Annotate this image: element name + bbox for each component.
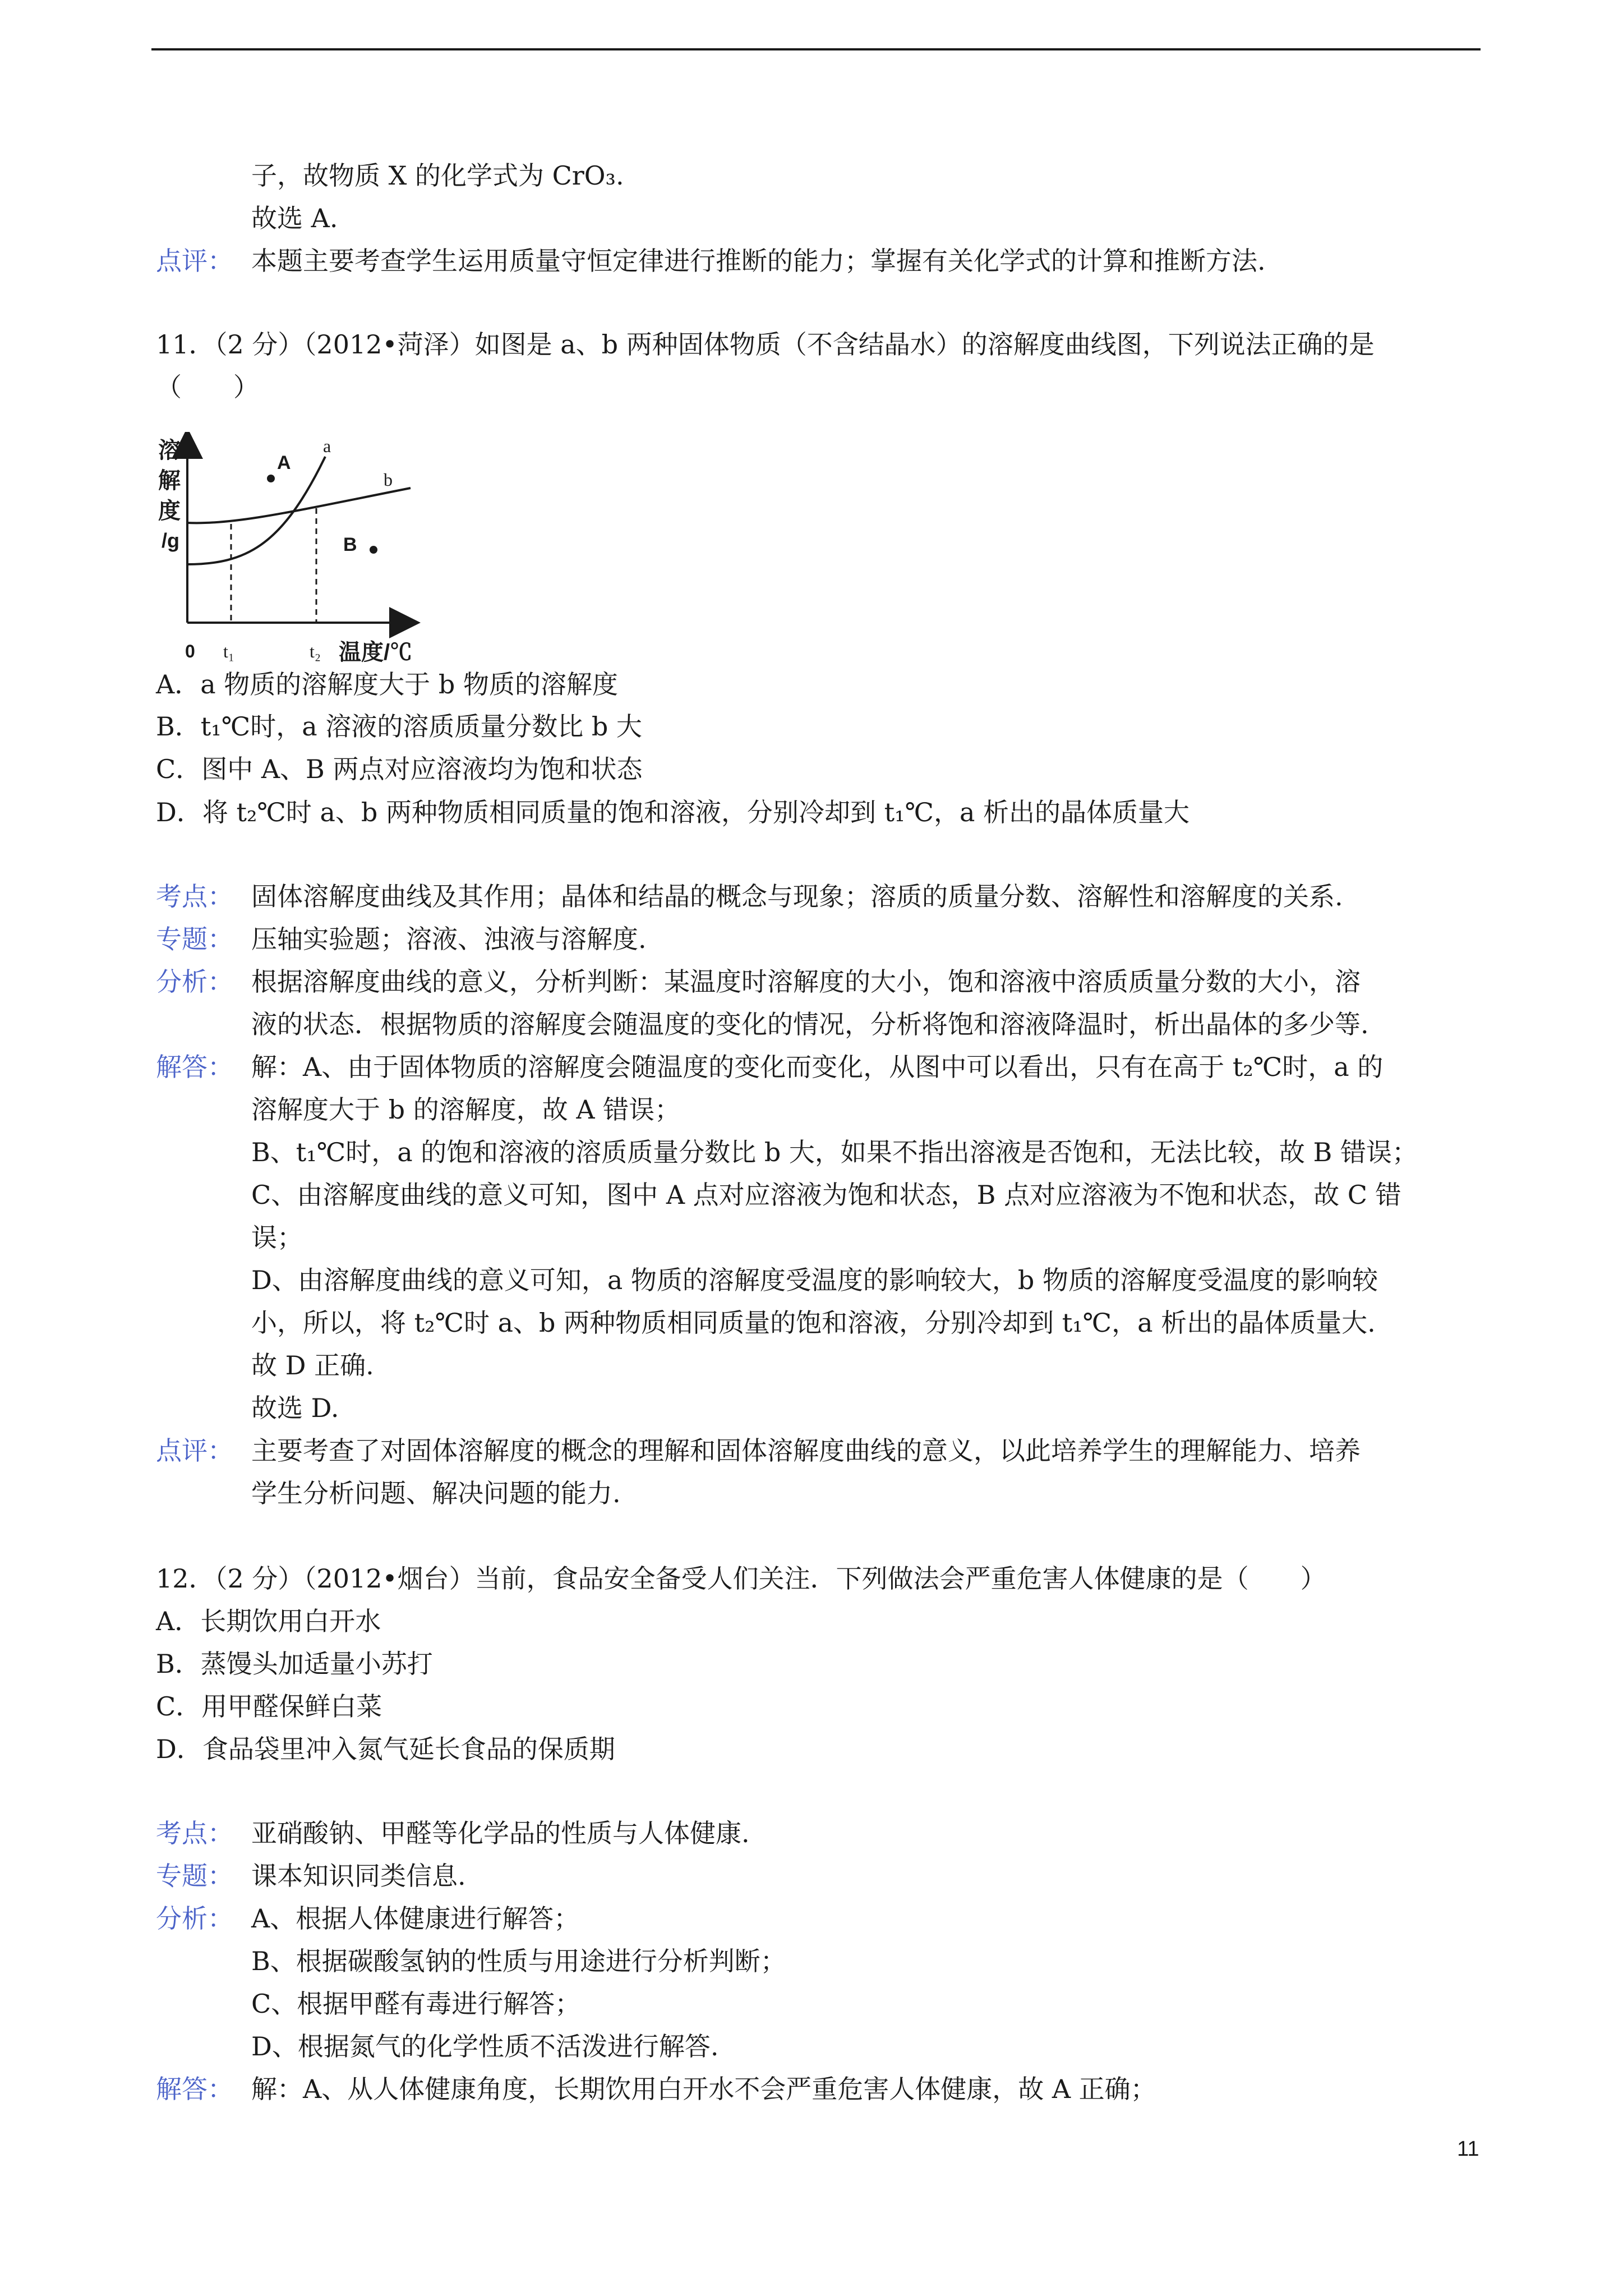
header-rule <box>151 48 1481 50</box>
q11-zhuanti-label: 专题： <box>156 924 233 954</box>
q11-kaodian: 固体溶解度曲线及其作用；晶体和结晶的概念与现象；溶质的质量分数、溶解性和溶解度的关系. <box>251 881 1343 912</box>
prev-comment: 本题主要考查学生运用质量守恒定律进行推断的能力；掌握有关化学式的计算和推断方法. <box>251 246 1266 276</box>
q11-kaodian-label: 考点： <box>156 881 233 912</box>
t1-label: t₁ <box>223 641 235 661</box>
q11-fenxi-label: 分析： <box>156 967 233 997</box>
q11-option-b: B．t₁℃时，a 溶液的溶质质量分数比 b 大 <box>156 711 642 742</box>
q11-jieda-line: 解：A、由于固体物质的溶解度会随温度的变化而变化，从图中可以看出，只有在高于 t₂℃时，a 的 <box>251 1052 1384 1082</box>
q11-dianping-label: 点评： <box>156 1435 233 1466</box>
y-label-unit: /g <box>162 529 179 552</box>
point-b-label: B <box>343 534 357 555</box>
q11-dianping-line: 主要考查了对固体溶解度的概念的理解和固体溶解度曲线的意义，以此培养学生的理解能力、培养 <box>251 1435 1361 1466</box>
q12-zhuanti-label: 专题： <box>156 1861 233 1891</box>
point-a <box>267 475 275 482</box>
y-label-char: 度 <box>158 499 181 523</box>
prev-answer: 故选 A. <box>251 203 338 233</box>
solubility-curve-figure <box>151 432 443 668</box>
q12-jieda-line: 解：A、从人体健康角度，长期饮用白开水不会严重危害人体健康，故 A 正确； <box>251 2074 1156 2104</box>
q11-jieda-line: 溶解度大于 b 的溶解度，故 A 错误； <box>251 1094 681 1125</box>
point-b <box>370 546 377 554</box>
curve-b-label: b <box>384 470 393 490</box>
q12-kaodian-label: 考点： <box>156 1818 233 1848</box>
q11-jieda-line: 小，所以，将 t₂℃时 a、b 两种物质相同质量的饱和溶液，分别冷却到 t₁℃，a 析出的晶体质量大. <box>251 1308 1376 1338</box>
page-number: 11 <box>1457 2137 1479 2161</box>
q11-jieda-line: 故 D 正确. <box>251 1350 374 1381</box>
q12-option-a: A．长期饮用白开水 <box>156 1606 381 1636</box>
curve-a-label: a <box>323 436 331 456</box>
y-label-char: 解 <box>158 468 181 493</box>
q12-option-b: B．蒸馒头加适量小苏打 <box>156 1649 433 1679</box>
q11-fenxi-line: 根据溶解度曲线的意义，分析判断：某温度时溶解度的大小，饱和溶液中溶质质量分数的大小，溶 <box>251 967 1361 997</box>
origin-label: 0 <box>185 641 195 661</box>
prev-text-line: 子，故物质 X 的化学式为 CrO₃. <box>251 160 624 191</box>
x-axis-label: 温度/℃ <box>339 640 413 665</box>
q11-fenxi-line: 液的状态．根据物质的溶解度会随温度的变化的情况，分析将饱和溶液降温时，析出晶体的多少等. <box>251 1009 1369 1039</box>
q12-jieda-label: 解答： <box>156 2074 233 2104</box>
q11-option-a: A．a 物质的溶解度大于 b 物质的溶解度 <box>156 669 618 700</box>
q12-fenxi-label: 分析： <box>156 1903 233 1934</box>
q11-zhuanti: 压轴实验题；溶液、浊液与溶解度. <box>251 924 647 954</box>
q12-fenxi-line: B、根据碳酸氢钠的性质与用途进行分析判断； <box>251 1946 786 1976</box>
q11-option-d: D．将 t₂℃时 a、b 两种物质相同质量的饱和溶液，分别冷却到 t₁℃，a 析出的晶体质量大 <box>156 797 1190 827</box>
q11-jieda-line: D、由溶解度曲线的意义可知，a 物质的溶解度受温度的影响较大，b 物质的溶解度受温度的影响较 <box>251 1265 1378 1295</box>
q11-jieda-line: B、t₁℃时，a 的饱和溶液的溶质质量分数比 b 大，如果不指出溶液是否饱和，无法比较，故 B 错误； <box>251 1137 1418 1167</box>
q11-jieda-label: 解答： <box>156 1052 233 1082</box>
q12-stem: 12．（2 分）（2012•烟台）当前，食品安全备受人们关注．下列做法会严重危害人体健康的是（ ） <box>156 1563 1326 1594</box>
q12-fenxi-line: A、根据人体健康进行解答； <box>251 1903 580 1934</box>
q12-fenxi-line: C、根据甲醛有毒进行解答； <box>251 1989 581 2019</box>
y-label-char: 溶 <box>158 438 181 463</box>
q11-jieda-line: C、由溶解度曲线的意义可知，图中 A 点对应溶液为饱和状态，B 点对应溶液为不饱和状态，故 C 错 <box>251 1180 1401 1210</box>
q11-option-c: C．图中 A、B 两点对应溶液均为饱和状态 <box>156 754 643 784</box>
q11-dianping-line: 学生分析问题、解决问题的能力. <box>251 1478 621 1508</box>
q12-kaodian: 亚硝酸钠、甲醛等化学品的性质与人体健康. <box>251 1818 750 1848</box>
q11-jieda-line: 误； <box>251 1222 303 1253</box>
point-a-label: A <box>277 452 291 473</box>
q11-stem: 11．（2 分）（2012•菏泽）如图是 a、b 两种固体物质（不含结晶水）的溶解度曲线图，下列说法正确的是 <box>156 329 1375 360</box>
q12-zhuanti: 课本知识同类信息. <box>251 1861 466 1891</box>
q12-fenxi-line: D、根据氮气的化学性质不活泼进行解答. <box>251 2031 719 2062</box>
q11-jieda-line: 故选 D. <box>251 1393 339 1423</box>
q12-option-c: C．用甲醛保鲜白菜 <box>156 1691 382 1722</box>
curve-a <box>187 457 325 564</box>
prev-comment-label: 点评： <box>156 246 233 276</box>
q11-stem-paren: （ ） <box>156 372 259 402</box>
q12-option-d: D．食品袋里冲入氮气延长食品的保质期 <box>156 1734 615 1764</box>
t2-label: t₂ <box>310 641 321 661</box>
